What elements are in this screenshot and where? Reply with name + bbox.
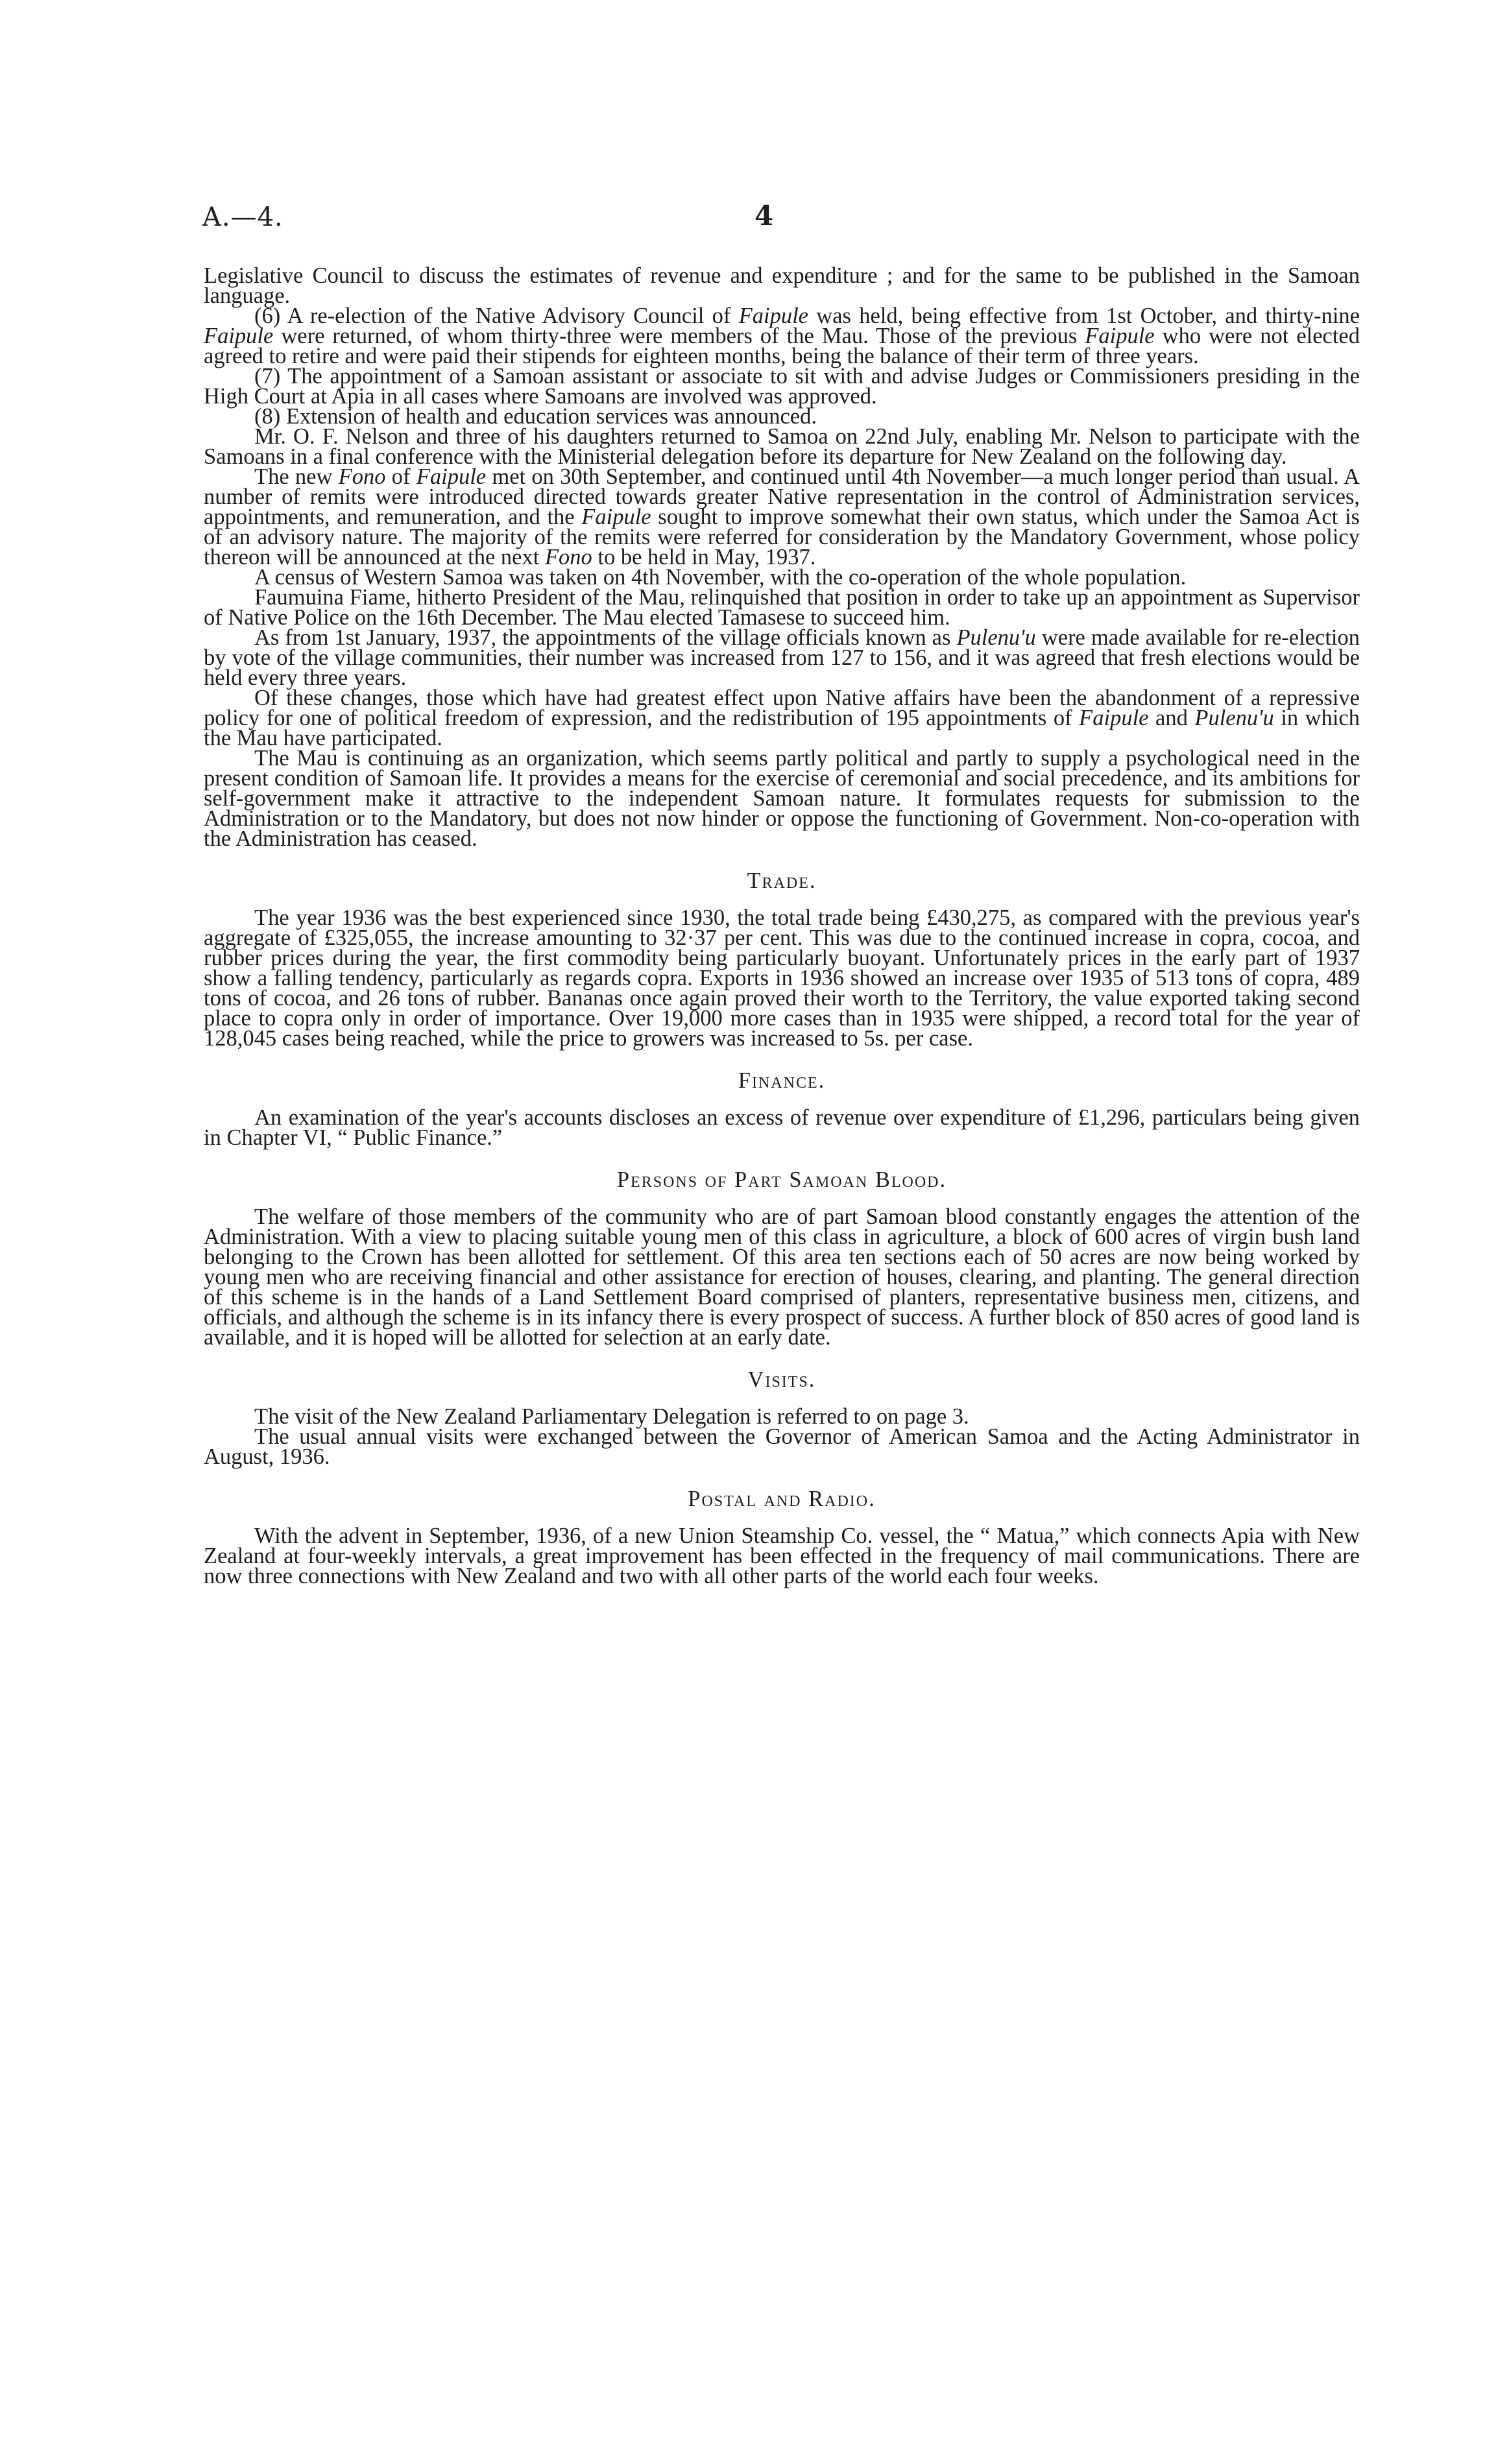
document-body	[204, 263, 1360, 1588]
paragraph: An examination of the year's accounts discloses an excess of revenue over expenditure of £1,296, particulars being given in Chapter VI, “ Public Finance.”	[204, 1105, 1360, 1150]
section-heading-postal-radio: Postal and Radio.	[688, 1487, 876, 1511]
paragraph: The new Fono of Faipule met on 30th September, and continued until 4th November—a much longer period than usual. A number of remits were introduced directed towards greater Native representation in the control of Administration services, appointments, and remuneration, and the Faipule sought to improve somewhat their own status, which under the Samoa Act is of an advisory nature. The majority of the remits were referred for consideration by the Mandatory Government, whose policy thereon will be announced at the next Fono to be held in May, 1937.	[204, 464, 1360, 569]
paragraph: The Mau is continuing as an organization, which seems partly political and partly to supply a psychological need in the present condition of Samoan life. It provides a means for the exercise of ceremonial and social precedence, and its ambitions for self-government make it attractive to the independent Samoan nature. It formulates requests for submission to the Administration or to the Mandatory, but does not now hinder or oppose the functioning of Government. Non-co-operation with the Administration has ceased.	[204, 746, 1360, 851]
paragraph: (6) A re-election of the Native Advisory Council of Faipule was held, being effective from 1st October, and thirty-nine Faipule were returned, of whom thirty-three were members of the Mau. Those of the previous Faipule who were not elected agreed to retire and were paid their stipends for eighteen months, being the balance of their term of three years.	[204, 304, 1360, 368]
paragraph: (7) The appointment of a Samoan assistant or associate to sit with and advise Judges or Commissioners presiding in the High Court at Apia in all cases where Samoans are involved was approved.	[204, 364, 1360, 409]
paragraph: Mr. O. F. Nelson and three of his daughters returned to Samoa on 22nd July, enabling Mr. Nelson to participate with the Samoans in a final conference with the Ministerial delegation before its departure for New Zealand on the following day.	[204, 424, 1360, 469]
paragraph: With the advent in September, 1936, of a new Union Steamship Co. vessel, the “ Matua,” which connects Apia with New Zealand at four-weekly intervals, a great improvement has been effected in the frequency of mail communications. There are now three connections with New Zealand and two with all other parts of the world each four weeks.	[204, 1524, 1360, 1588]
section-heading-part-samoan-blood: Persons of Part Samoan Blood.	[616, 1167, 947, 1192]
paragraph: A census of Western Samoa was taken on 4th November, with the co-operation of the whole population.	[254, 565, 1187, 590]
section-heading-finance: Finance.	[738, 1068, 826, 1093]
section-heading-visits: Visits.	[747, 1367, 816, 1392]
paragraph: Legislative Council to discuss the estimates of revenue and expenditure ; and for the same to be published in the Samoan language.	[204, 263, 1360, 308]
paragraph: As from 1st January, 1937, the appointments of the village officials known as Pulenu'u were made available for re-election by vote of the village communities, their number was increased from 127 to 156, and it was agreed that fresh elections would be held every three years.	[204, 625, 1360, 690]
paragraph: (8) Extension of health and education services was announced.	[254, 404, 817, 429]
paragraph: Faumuina Fiame, hitherto President of the Mau, relinquished that position in order to take up an appointment as Supervisor of Native Police on the 16th December. The Mau elected Tamasese to succeed him.	[204, 585, 1360, 630]
document-identifier: A.—4.	[202, 202, 284, 232]
paragraph: Of these changes, those which have had greatest effect upon Native affairs have been the abandonment of a repressive policy for one of political freedom of expression, and the redistribution of 195 appointments of Faipule and Pulenu'u in which the Mau have participated.	[204, 686, 1360, 750]
section-heading-trade: Trade.	[747, 868, 817, 893]
paragraph: The visit of the New Zealand Parliamentary Delegation is referred to on page 3.	[254, 1404, 969, 1429]
page-number: 4	[754, 200, 774, 232]
paragraph: The welfare of those members of the community who are of part Samoan blood constantly engages the attention of the Administration. With a view to placing suitable young men of this class in agriculture, a block of 600 acres of virgin bush land belonging to the Crown has been allotted for settlement. Of this area ten sections each of 50 acres are now being worked by young men who are receiving financial and other assistance for erection of houses, clearing, and planting. The general direction of this scheme is in the hands of a Land Settlement Board comprised of planters, representative business men, citizens, and officials, and although the scheme is in its infancy there is every prospect of success. A further block of 850 acres of good land is available, and it is hoped will be allotted for selection at an early date.	[204, 1204, 1360, 1350]
paragraph: The year 1936 was the best experienced since 1930, the total trade being £430,275, as compared with the previous year's aggregate of £325,055, the increase amounting to 32·37 per cent. This was due to the continued increase in copra, cocoa, and rubber prices during the year, the first commodity being particularly buoyant. Unfortunately prices in the early part of 1937 show a falling tendency, particularly as regards copra. Exports in 1936 showed an increase over 1935 of 513 tons of copra, 489 tons of cocoa, and 26 tons of rubber. Bananas once again proved their worth to the Territory, the value exported taking second place to copra only in order of importance. Over 19,000 more cases than in 1935 were shipped, a record total for the year of 128,045 cases being reached, while the price to growers was increased to 5s. per case.	[204, 905, 1360, 1051]
paragraph: The usual annual visits were exchanged between the Governor of American Samoa and the Acting Administrator in August, 1936.	[204, 1424, 1360, 1469]
